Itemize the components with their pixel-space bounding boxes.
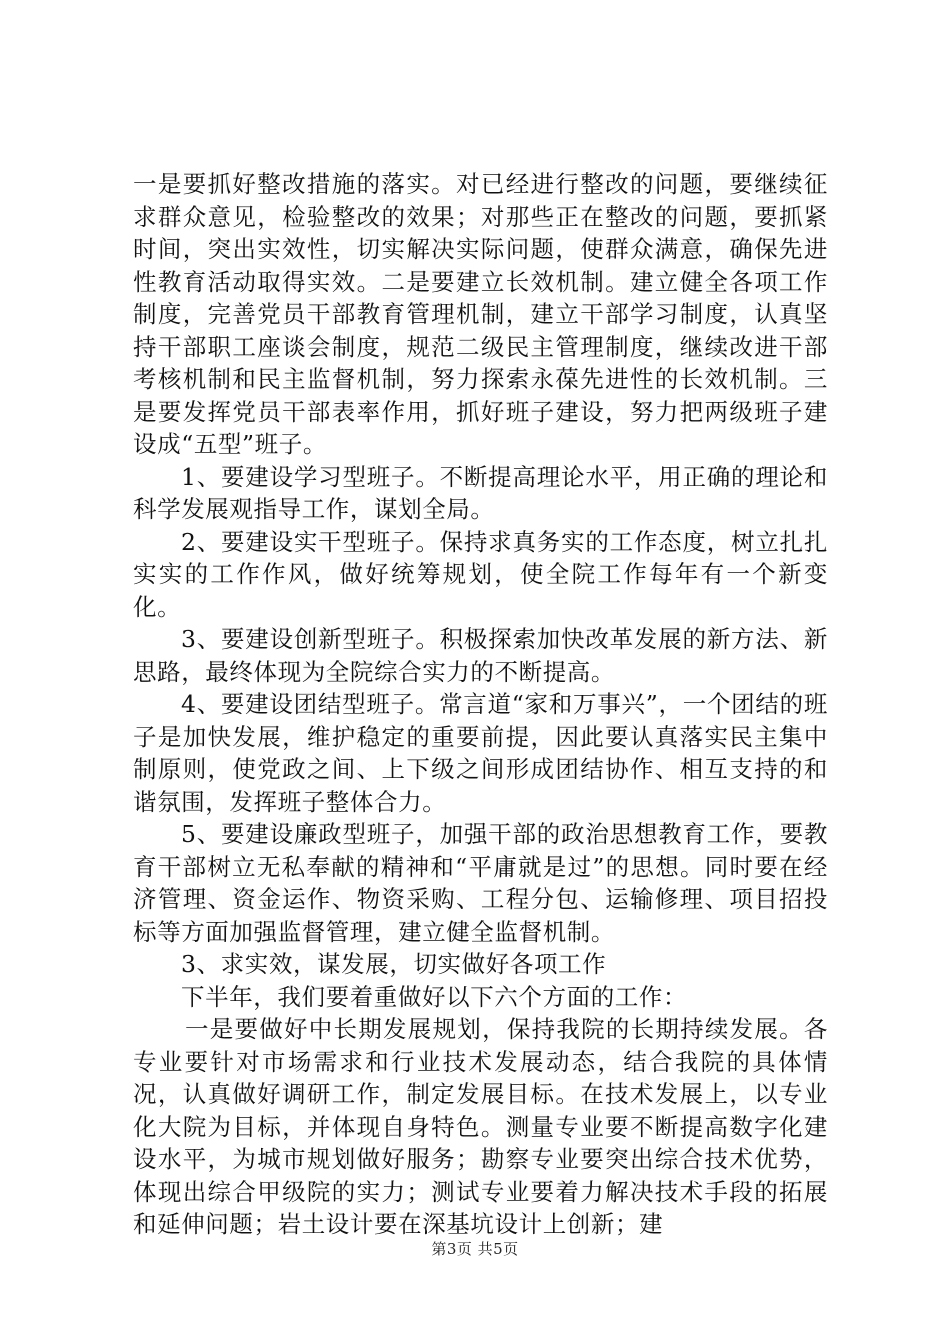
paragraph-rectification: 一是要抓好整改措施的落实。对已经进行整改的问题，要继续征求群众意见，检验整改的效果；对那些正在整改的问题，要抓紧时间，突出实效性，切实解决实际问题，使群众满意，确保先进性教育活动取得实效。二是要建立长效机制。建立健全各项工作制度，完善党员干部教育管理机制，建立干部学习制度，认真坚持干部职工座谈会制度，规范二级民主管理制度，继续改进干部考核机制和民主监督机制，努力探索永葆先进性的长效机制。三是要发挥党员干部表率作用，抓好班子建设，努力把两级班子建设成“五型”班子。 bbox=[133, 170, 828, 458]
paragraph-learning-team: 1、要建设学习型班子。不断提高理论水平，用正确的理论和科学发展观指导工作，谋划全局。 bbox=[133, 462, 828, 523]
paragraph-development-plan: 一是要做好中长期发展规划，保持我院的长期持续发展。各专业要针对市场需求和行业技术发展动态，结合我院的具体情况，认真做好调研工作，制定发展目标。在技术发展上，以专业化大院为目标，并体现自身特色。测量专业要不断提高数字化建设水平，为城市规划做好服务；勘察专业要突出综合技术优势，体现出综合甲级院的实力；测试专业要着力解决技术手段的拓展和延伸问题；岩土设计要在深基坑设计上创新；建 bbox=[133, 1015, 828, 1238]
document-body bbox=[133, 168, 828, 1241]
paragraph-practical-team: 2、要建设实干型班子。保持求真务实的工作态度，树立扎扎实实的工作作风，做好统筹规划，使全院工作每年有一个新变化。 bbox=[133, 527, 828, 621]
section-heading: 3、求实效，谋发展，切实做好各项工作 bbox=[181, 950, 607, 978]
paragraph-intro: 下半年，我们要着重做好以下六个方面的工作： bbox=[181, 982, 688, 1011]
page-number-footer: 第3页 共5页 bbox=[431, 1240, 519, 1258]
paragraph-clean-team: 5、要建设廉政型班子，加强干部的政治思想教育工作，要教育干部树立无私奉献的精神和“平庸就是过”的思想。同时要在经济管理、资金运作、物资采购、工程分包、运输修理、项目招投标等方面加强监督管理，建立健全监督机制。 bbox=[133, 820, 828, 946]
paragraph-innovative-team: 3、要建设创新型班子。积极探索加快改革发展的新方法、新思路，最终体现为全院综合实力的不断提高。 bbox=[133, 625, 828, 686]
paragraph-united-team: 4、要建设团结型班子。常言道“家和万事兴”，一个团结的班子是加快发展，维护稳定的重要前提，因此要认真落实民主集中制原则，使党政之间、上下级之间形成团结协作、相互支持的和谐氛围，发挥班子整体合力。 bbox=[133, 690, 828, 816]
